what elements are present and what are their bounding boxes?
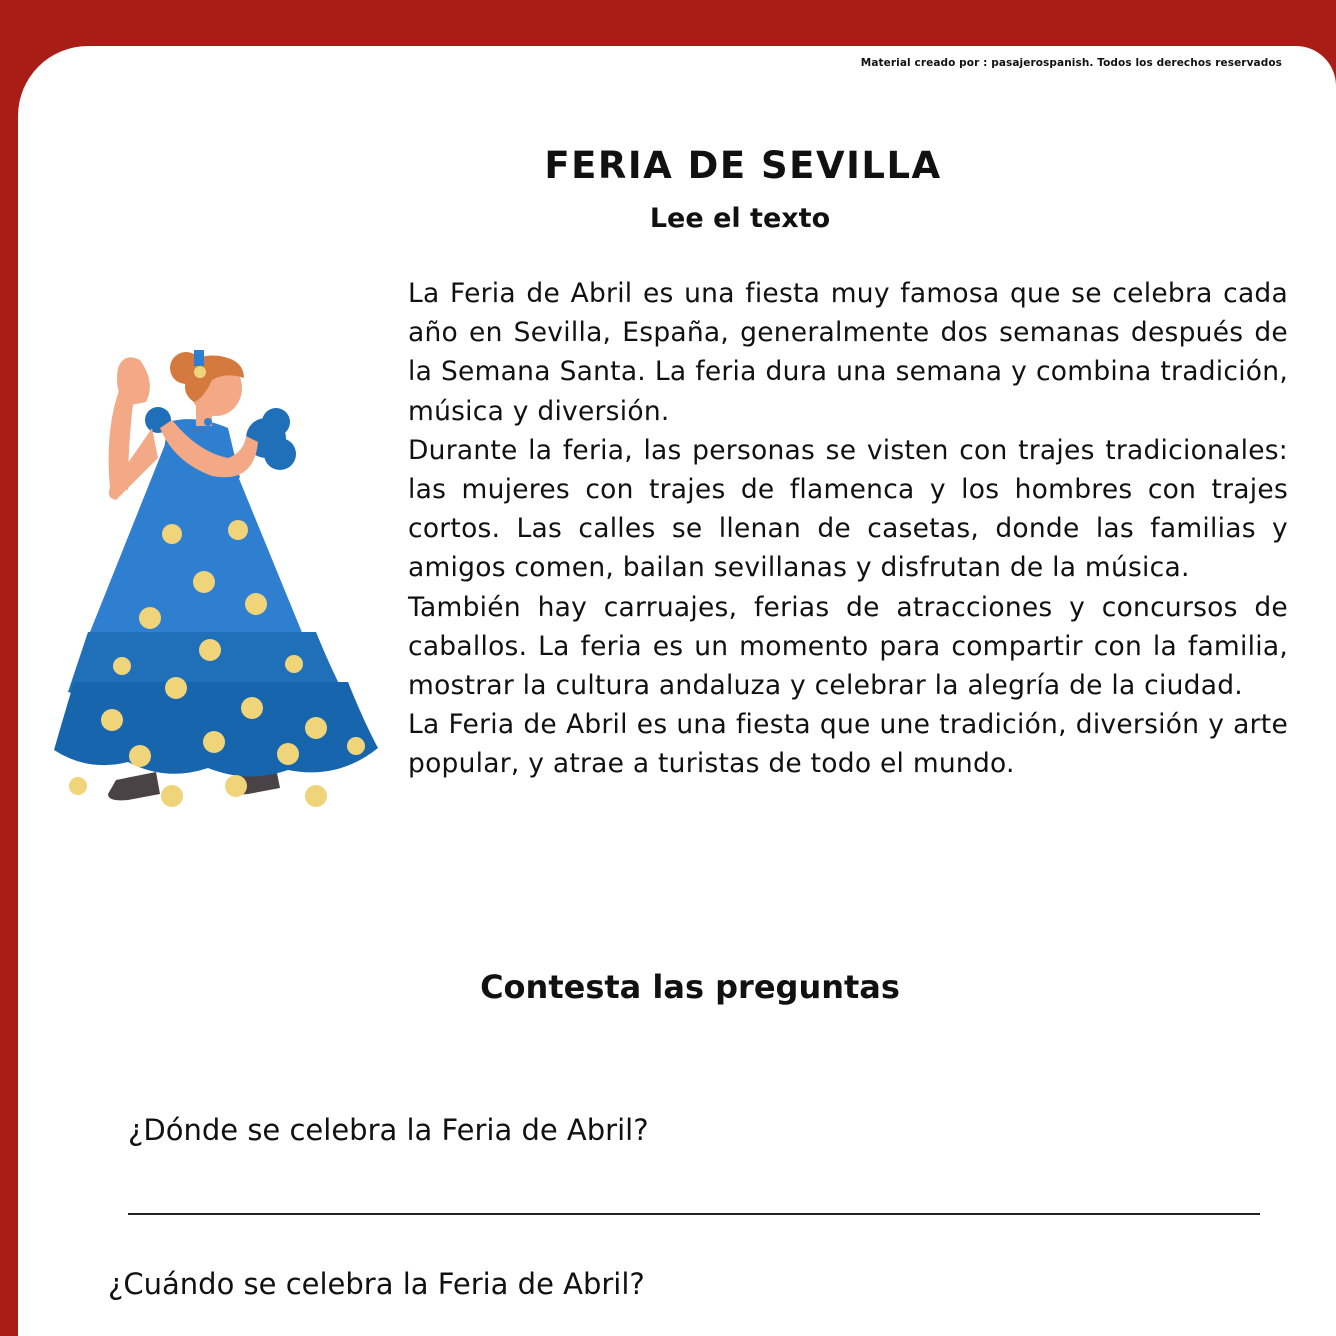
answer-line-1[interactable] [128,1213,1260,1215]
reading-text [408,274,1288,784]
flamenco-dancer-illustration [48,302,388,810]
questions-heading: Contesta las preguntas [480,968,900,1006]
copyright-credit: Material creado por : pasajerospanish. Todos los derechos reservados [860,57,1282,69]
worksheet-page [18,46,1336,1336]
question-2: ¿Cuándo se celebra la Feria de Abril? [108,1267,645,1301]
paragraph: Durante la feria, las personas se visten con trajes tradicionales: las mujeres con trajes de flamenca y los hombres con trajes cortos. Las calles se llenan de casetas, donde las familias y amigos comen, bailan sevillanas y disfrutan de la música. [408,434,1288,584]
paragraph: La Feria de Abril es una fiesta que une tradición, diversión y arte popular, y atrae a turistas de todo el mundo. [408,709,1288,780]
page-subtitle: Lee el texto [649,203,831,234]
paragraph: También hay carruajes, ferias de atracciones y concursos de caballos. La feria es un momento para compartir con la familia, mostrar la cultura andaluza y celebrar la alegría de la ciudad. [408,591,1288,702]
question-1: ¿Dónde se celebra la Feria de Abril? [128,1113,649,1147]
page-title: FERIA DE SEVILLA [544,144,942,187]
paragraph: La Feria de Abril es una fiesta muy famosa que se celebra cada año en Sevilla, España, generalmente dos semanas después de la Semana Santa. La feria dura una semana y combina tradición, música y diversión. [408,278,1288,427]
